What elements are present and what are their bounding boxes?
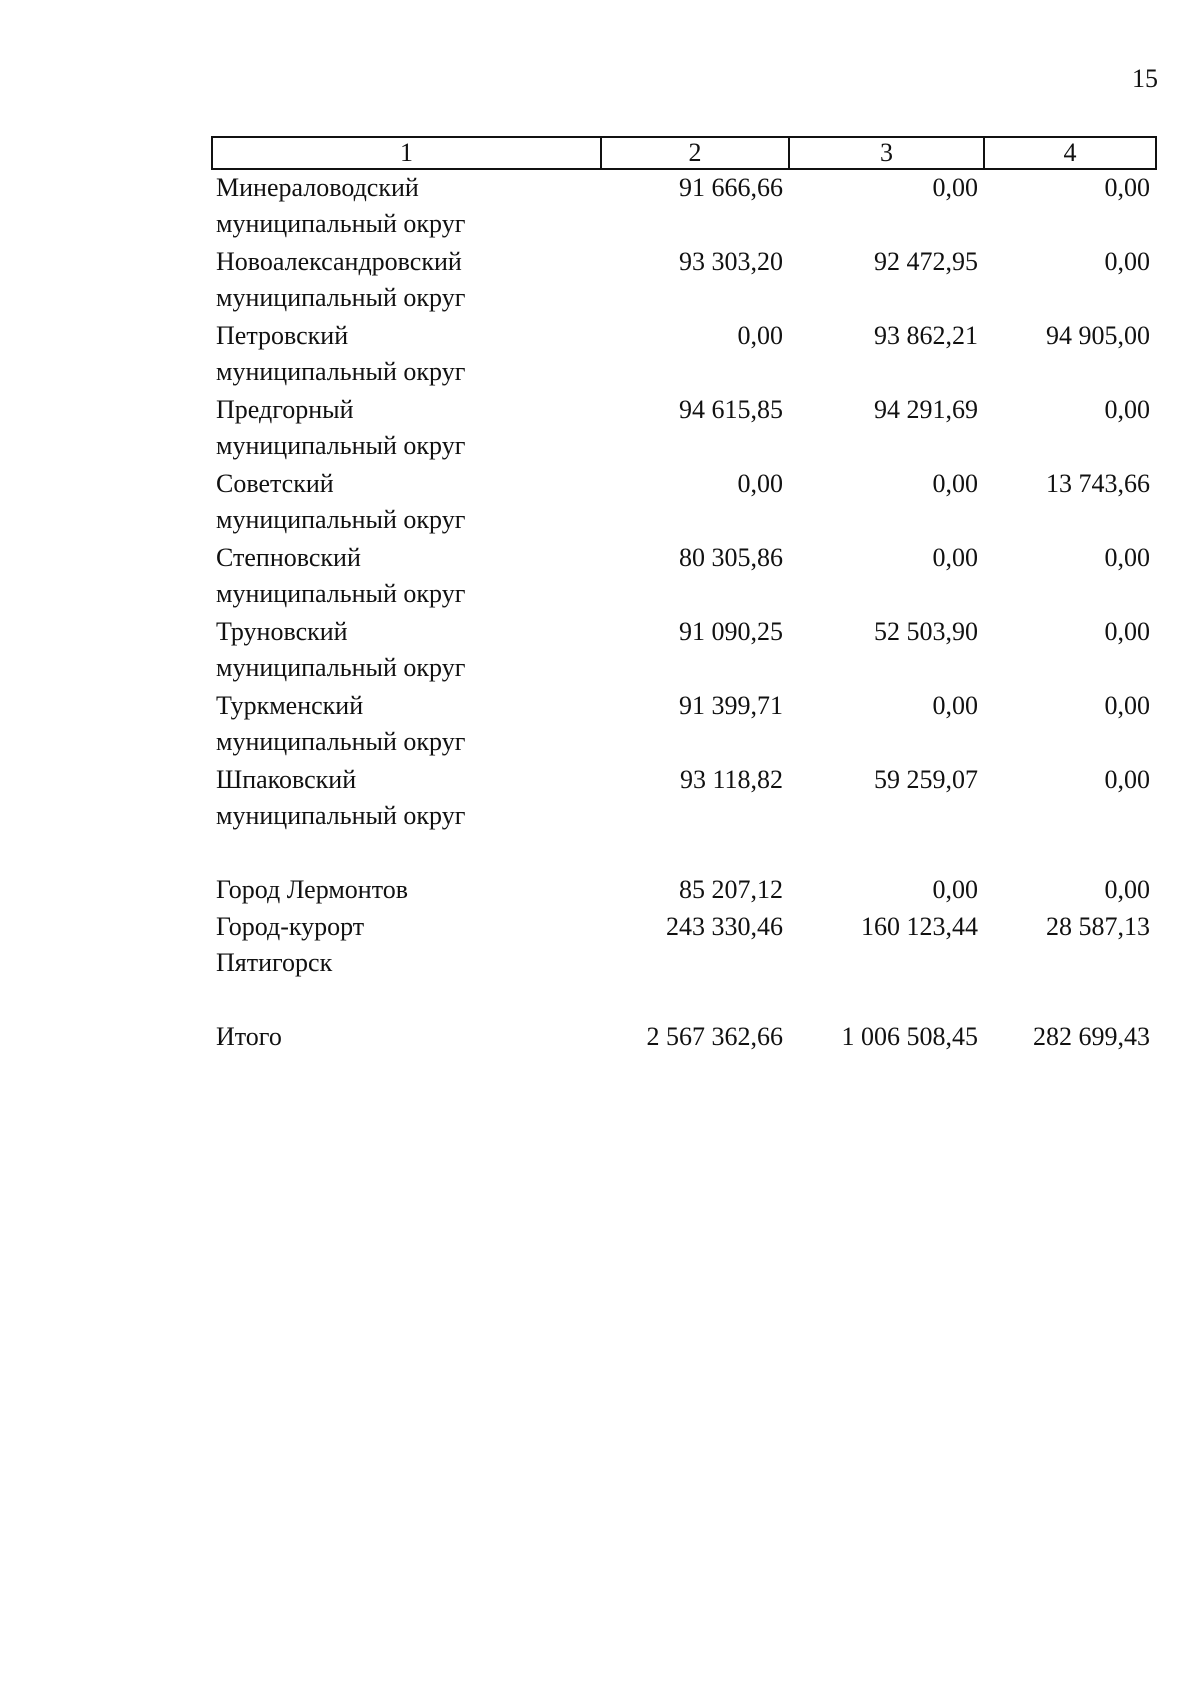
row-value-col4: 94 905,00 — [1046, 321, 1150, 350]
table-row — [212, 688, 1156, 762]
table-row — [212, 909, 1156, 983]
row-value-col3: 92 472,95 — [874, 247, 978, 276]
row-value-col2: 91 090,25 — [679, 617, 783, 646]
total-value-col2: 2 567 362,66 — [646, 1022, 783, 1051]
row-value-col3: 0,00 — [932, 543, 978, 572]
row-name: Труновский муниципальный округ — [216, 617, 466, 682]
row-name: Степновский муниципальный округ — [216, 543, 466, 608]
spacer-cell — [212, 836, 1156, 872]
row-value-col2: 85 207,12 — [679, 875, 783, 904]
budget-table — [211, 136, 1157, 1056]
row-value-col3: 160 123,44 — [861, 912, 978, 941]
page-number: 15 — [1132, 64, 1158, 93]
row-value-col2: 93 303,20 — [679, 247, 783, 276]
row-value-col3: 93 862,21 — [874, 321, 978, 350]
row-value-col2: 243 330,46 — [666, 912, 783, 941]
row-value-col4: 0,00 — [1104, 617, 1150, 646]
row-value-col3: 94 291,69 — [874, 395, 978, 424]
row-name: Новоалександровский муниципальный округ — [216, 247, 466, 312]
row-name: Советский муниципальный округ — [216, 469, 466, 534]
row-name: Город Лермонтов — [216, 875, 408, 904]
row-value-col3: 52 503,90 — [874, 617, 978, 646]
spacer-row — [212, 983, 1156, 1019]
header-row — [212, 137, 1156, 169]
row-value-col3: 0,00 — [932, 469, 978, 498]
column-header-2: 2 — [601, 137, 789, 169]
table-header — [212, 137, 1156, 169]
row-name: Туркменский муниципальный округ — [216, 691, 466, 756]
table-row — [212, 872, 1156, 909]
row-value-col3: 59 259,07 — [874, 765, 978, 794]
row-value-col4: 0,00 — [1104, 395, 1150, 424]
table-row — [212, 318, 1156, 392]
spacer-cell — [212, 983, 1156, 1019]
row-name: Петровский муниципальный округ — [216, 321, 466, 386]
table-row — [212, 466, 1156, 540]
row-value-col4: 0,00 — [1104, 543, 1150, 572]
table-row — [212, 169, 1156, 244]
total-row — [212, 1019, 1156, 1056]
table-row — [212, 392, 1156, 466]
total-value-col3: 1 006 508,45 — [841, 1022, 978, 1051]
total-value-col4: 282 699,43 — [1033, 1022, 1150, 1051]
total-label: Итого — [216, 1022, 282, 1051]
row-name: Предгорный муниципальный округ — [216, 395, 466, 460]
row-value-col3: 0,00 — [932, 173, 978, 202]
row-value-col3: 0,00 — [932, 691, 978, 720]
row-value-col2: 93 118,82 — [679, 765, 783, 794]
row-value-col4: 0,00 — [1104, 173, 1150, 202]
row-name: Шпаковский муниципальный округ — [216, 765, 466, 830]
row-value-col2: 91 666,66 — [679, 173, 783, 202]
row-name: Город-курорт Пятигорск — [216, 912, 365, 977]
row-name: Минераловодский муниципальный округ — [216, 173, 466, 238]
column-header-3: 3 — [789, 137, 984, 169]
row-value-col2: 0,00 — [737, 469, 783, 498]
row-value-col4: 0,00 — [1104, 875, 1150, 904]
table-row — [212, 762, 1156, 836]
column-header-1: 1 — [212, 137, 601, 169]
row-value-col2: 80 305,86 — [679, 543, 783, 572]
column-header-4: 4 — [984, 137, 1156, 169]
row-value-col2: 91 399,71 — [679, 691, 783, 720]
row-value-col4: 28 587,13 — [1046, 912, 1150, 941]
row-value-col4: 0,00 — [1104, 691, 1150, 720]
row-value-col2: 0,00 — [737, 321, 783, 350]
table-body — [212, 169, 1156, 1056]
table-row — [212, 244, 1156, 318]
row-value-col4: 0,00 — [1104, 765, 1150, 794]
row-value-col2: 94 615,85 — [679, 395, 783, 424]
row-value-col3: 0,00 — [932, 875, 978, 904]
table-row — [212, 540, 1156, 614]
table-row — [212, 614, 1156, 688]
row-value-col4: 0,00 — [1104, 247, 1150, 276]
row-value-col4: 13 743,66 — [1046, 469, 1150, 498]
spacer-row — [212, 836, 1156, 872]
